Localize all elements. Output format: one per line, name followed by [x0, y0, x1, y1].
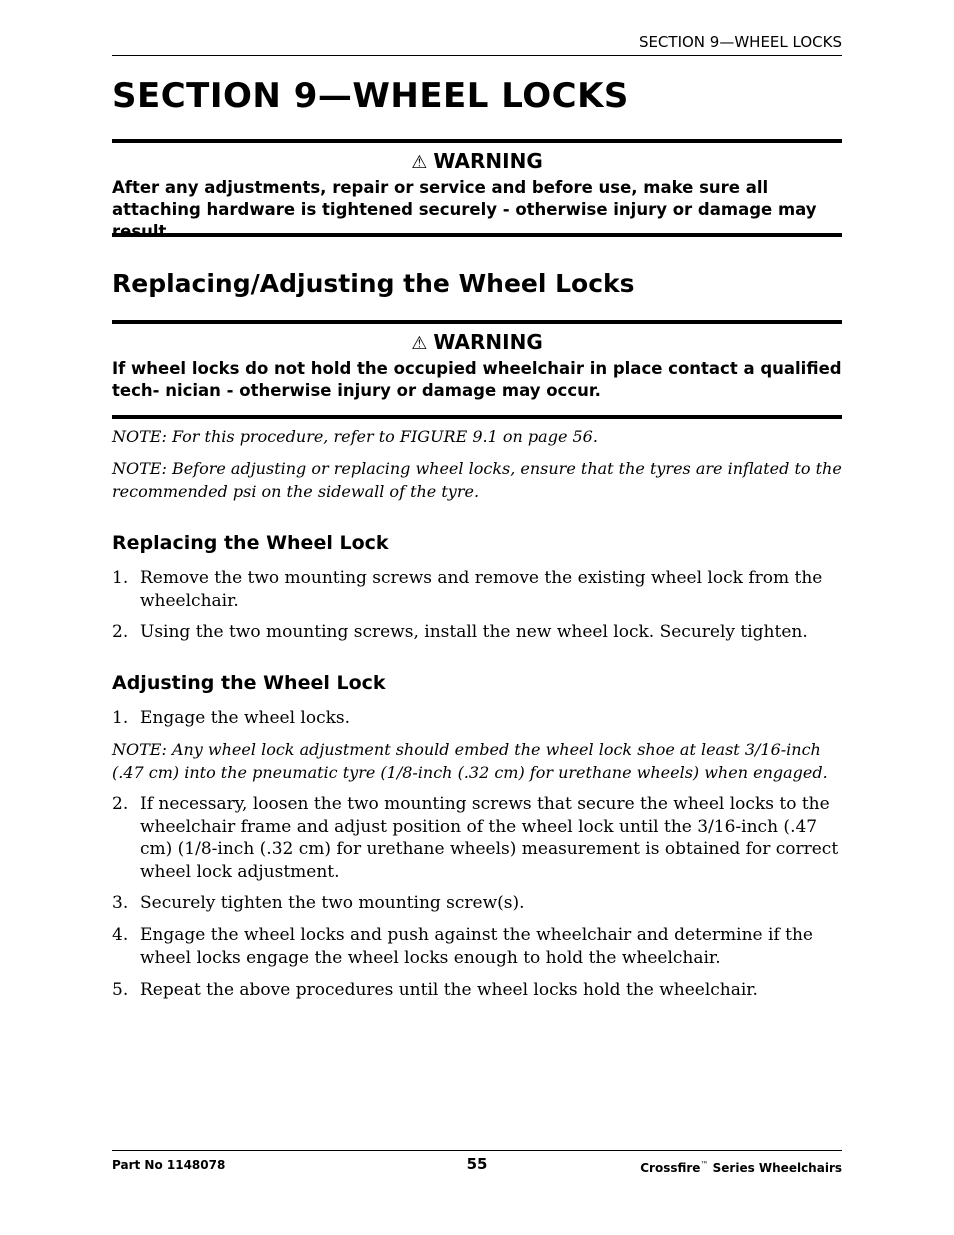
list-item — [112, 924, 842, 969]
page-number: 55 — [466, 1155, 488, 1173]
trademark-symbol: ™ — [700, 1160, 709, 1169]
warning-heading — [112, 330, 842, 356]
step-text: Engage the wheel locks and push against the wheelchair and determine if the wheel locks engage the wheel locks enough to hold the wheelchair. — [140, 925, 813, 968]
footer-product-name — [640, 1157, 842, 1176]
running-head: SECTION 9—WHEEL LOCKS — [638, 33, 842, 51]
section-title: SECTION 9—WHEEL LOCKS — [112, 76, 629, 116]
step-number: 2. — [112, 794, 129, 814]
step-number: 3. — [112, 893, 129, 913]
step-text: Securely tighten the two mounting screw(s). — [140, 893, 525, 913]
list-item — [112, 621, 842, 644]
warning-heading — [112, 149, 842, 175]
step-text: Engage the wheel locks. — [140, 708, 351, 728]
header-rule — [112, 55, 842, 56]
footer-rule — [112, 1150, 842, 1151]
warning-triangle-icon: ⚠ — [411, 333, 428, 354]
step-text: Remove the two mounting screws and remove the existing wheel lock from the wheelchair. — [140, 568, 823, 611]
warning-triangle-icon: ⚠ — [411, 152, 428, 173]
step-text: Repeat the above procedures until the wheel locks hold the wheelchair. — [140, 980, 758, 1000]
heading-replacing: Replacing the Wheel Lock — [112, 532, 389, 554]
list-item — [112, 567, 842, 612]
warning-text: If wheel locks do not hold the occupied wheelchair in place contact a qualified tech- nician - otherwise injury or damage may occur. — [112, 359, 842, 400]
step-number: 1. — [112, 708, 129, 728]
warning-label: WARNING — [433, 330, 543, 354]
list-item — [112, 979, 842, 1002]
list-item — [112, 707, 842, 730]
product-name: Crossfire — [640, 1161, 701, 1175]
warning-box-general — [112, 139, 842, 241]
warning-label: WARNING — [433, 149, 543, 173]
warning-text: After any adjustments, repair or service and before use, make sure all attaching hardware is tightened securely - otherwise injury or damage may result. — [112, 178, 817, 241]
step-number: 2. — [112, 622, 129, 642]
footer-part-number: Part No 1148078 — [112, 1158, 226, 1172]
warning-box-wheel-locks — [112, 320, 842, 419]
step-number: 5. — [112, 980, 129, 1000]
list-item — [112, 892, 842, 915]
note-figure-reference: NOTE: For this procedure, refer to FIGURE 9.1 on page 56. — [112, 427, 598, 446]
heading-adjusting: Adjusting the Wheel Lock — [112, 672, 386, 694]
step-text: Using the two mounting screws, install the new wheel lock. Securely tighten. — [140, 622, 808, 642]
step-number: 1. — [112, 568, 129, 588]
step-text: If necessary, loosen the two mounting screws that secure the wheel locks to the wheelchair frame and adjust position of the wheel lock until the 3/16-inch (.47 cm) (1/8-inch (.32 cm) for urethane wheels) measurement is obtained for correct wheel lock adjustment. — [140, 794, 839, 882]
step-number: 4. — [112, 925, 129, 945]
note-tyre-inflation: NOTE: Before adjusting or replacing wheel locks, ensure that the tyres are inflated to the recommended psi on the sidewall of the tyre. — [112, 459, 842, 501]
product-suffix: Series Wheelchairs — [708, 1161, 842, 1175]
heading-replacing-adjusting: Replacing/Adjusting the Wheel Locks — [112, 269, 635, 298]
list-item — [112, 793, 842, 883]
note-adjustment: NOTE: Any wheel lock adjustment should embed the wheel lock shoe at least 3/16-inch (.47 cm) into the pneumatic tyre (1/8-inch (.32 cm) for urethane wheels) when engaged. — [112, 740, 828, 782]
